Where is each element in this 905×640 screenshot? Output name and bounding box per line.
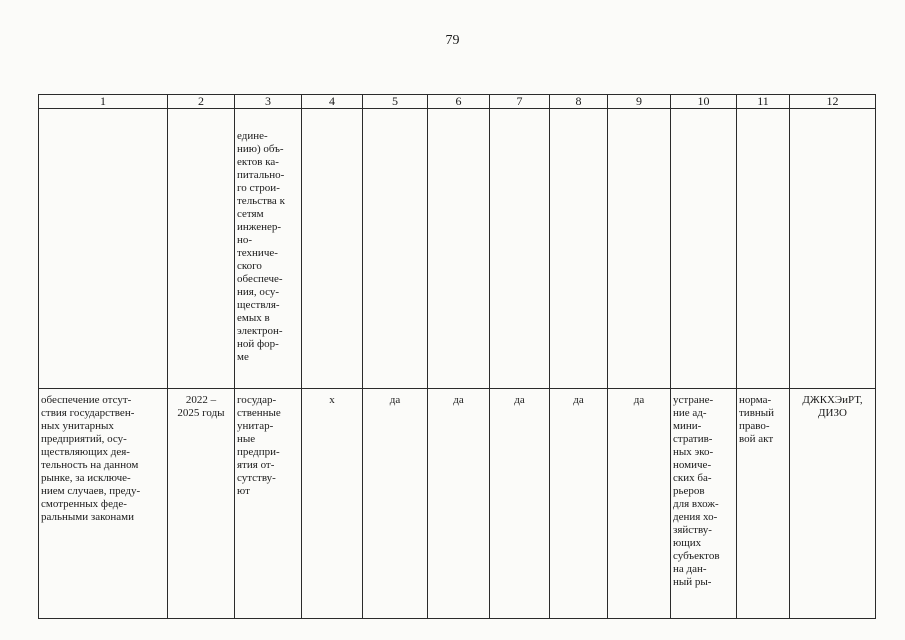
table-cell — [671, 109, 737, 389]
table-cell — [428, 109, 490, 389]
table-cell — [302, 109, 363, 389]
column-header: 8 — [550, 95, 608, 109]
table-cell: х — [302, 389, 363, 619]
responsible-cell: ДЖКХЭиРТ, ДИЗО — [790, 389, 876, 619]
table-cell — [790, 109, 876, 389]
column-header: 4 — [302, 95, 363, 109]
column-header: 5 — [363, 95, 428, 109]
column-header: 1 — [39, 95, 168, 109]
measures-table — [38, 94, 876, 619]
table-cell: да — [608, 389, 671, 619]
page-number: 79 — [445, 33, 460, 48]
column-header: 11 — [737, 95, 790, 109]
table-cell — [363, 109, 428, 389]
table-cell — [168, 109, 235, 389]
table-cell: да — [428, 389, 490, 619]
column-header: 6 — [428, 95, 490, 109]
table-cell — [608, 109, 671, 389]
table-cell: да — [363, 389, 428, 619]
column-header: 10 — [671, 95, 737, 109]
column-header: 7 — [490, 95, 550, 109]
column-header: 3 — [235, 95, 302, 109]
goal-cell: устране- ние ад- мини- стратив- ных эко- номиче- ских ба- рьеров для вхож- дения хо- зяйству- ющих субъектов на дан- ный ры- — [671, 389, 737, 619]
column-header: 2 — [168, 95, 235, 109]
table-cell: да — [490, 389, 550, 619]
document-type-cell: норма- тивный право- вой акт — [737, 389, 790, 619]
table-cell: едине- нию) объ- ектов ка- питально- го строи- тельства к сетям инженер- но- техниче- ского обеспече- ния, осу- ществля- емых в электрон- ной фор- ме — [235, 109, 302, 389]
table-cell — [550, 109, 608, 389]
table-cell — [39, 109, 168, 389]
table-cell — [737, 109, 790, 389]
result-cell: государ- ственные унитар- ные предпри- ятия от- сутству- ют — [235, 389, 302, 619]
column-number-row — [39, 95, 876, 109]
column-header: 12 — [790, 95, 876, 109]
table-row — [39, 389, 876, 619]
measure-description-cell: обеспечение отсут- ствия государствен- ных унитарных предприятий, осу- ществляющих дея- тельность на данном рынке, за исключе- нием случаев, преду- смотренных феде- ральными законами — [39, 389, 168, 619]
table-row — [39, 109, 876, 389]
deadline-cell: 2022 – 2025 годы — [168, 389, 235, 619]
table-cell: да — [550, 389, 608, 619]
column-header: 9 — [608, 95, 671, 109]
table-cell — [490, 109, 550, 389]
